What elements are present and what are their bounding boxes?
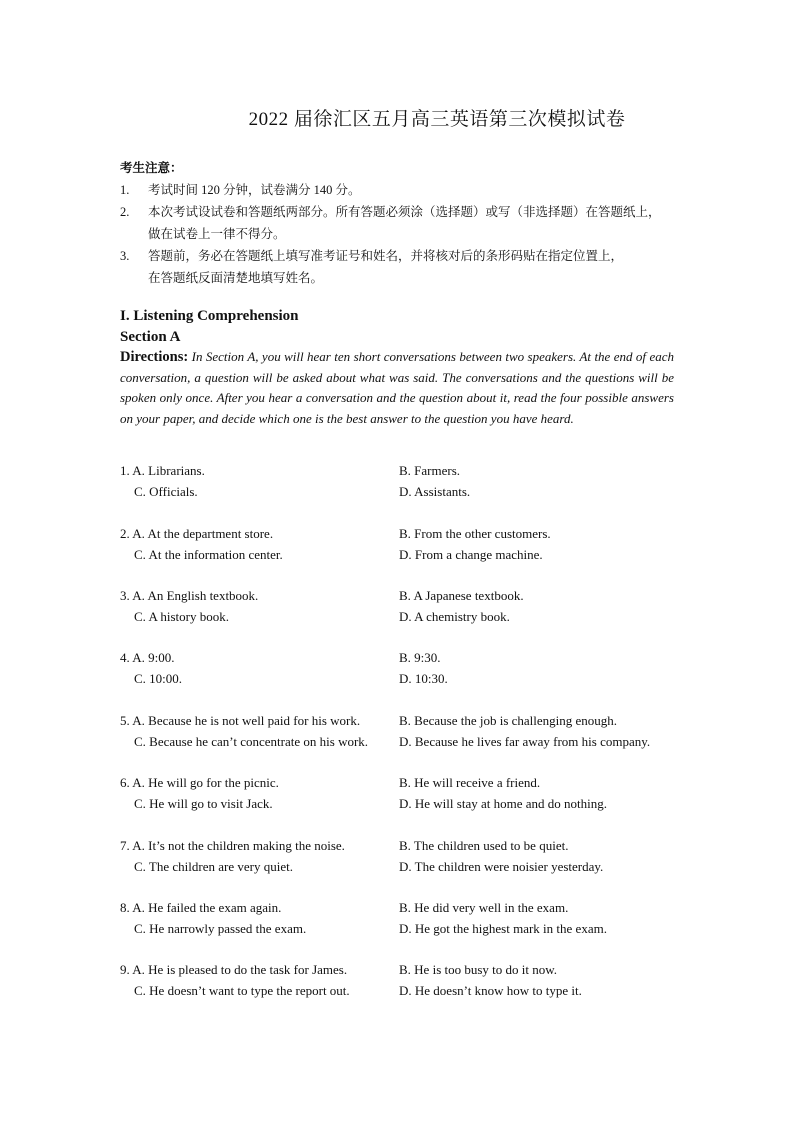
option-d: D. Assistants. (399, 484, 471, 499)
option-c: C. He narrowly passed the exam. (134, 921, 307, 936)
question-item (120, 523, 680, 565)
option-a: 2. A. At the department store. (120, 526, 274, 541)
notice-item-number: 2. (120, 205, 130, 219)
option-a: 3. A. An English textbook. (120, 588, 259, 603)
option-a: 9. A. He is pleased to do the task for James. (120, 962, 348, 977)
option-c: C. 10:00. (134, 671, 183, 686)
question-item (120, 897, 680, 939)
notice-item-text: 答题前，务必在答题纸上填写准考证号和姓名，并将核对后的条形码贴在指定位置上， (148, 249, 624, 263)
question-item (120, 959, 680, 1001)
option-c: C. Officials. (134, 484, 198, 499)
question-item (120, 585, 680, 627)
option-d: D. He got the highest mark in the exam. (399, 921, 607, 936)
option-b: B. Because the job is challenging enough. (399, 713, 618, 728)
option-c: C. He will go to visit Jack. (134, 796, 273, 811)
option-b: B. A Japanese textbook. (399, 588, 524, 603)
notice-item-text: 做在试卷上一律不得分。 (148, 227, 286, 241)
option-a: 5. A. Because he is not well paid for his work. (120, 713, 361, 728)
option-d: D. The children were noisier yesterday. (399, 859, 604, 874)
notice-heading: 考生注意： (120, 161, 183, 175)
option-d: D. From a change machine. (399, 547, 543, 562)
question-item (120, 710, 680, 752)
option-c: C. The children are very quiet. (134, 859, 293, 874)
option-b: B. Farmers. (399, 463, 461, 478)
directions-text: In Section A, you will hear ten short conversations between two speakers. At the end of each conversation, a question will be asked about what was said. The conversations and the questions will be spoken only once. After you hear a conversation and the question about it, read the four possible answers on your paper, and decide which one is the best answer to the question you have heard. (120, 349, 674, 426)
exam-title: 2022 届徐汇区五月高三英语第三次模拟试卷 (248, 109, 626, 130)
question-item (120, 772, 680, 814)
notice-item (120, 245, 680, 289)
option-d: D. Because he lives far away from his company. (399, 734, 651, 749)
option-a: 7. A. It’s not the children making the noise. (120, 838, 345, 853)
option-b: B. He will receive a friend. (399, 775, 541, 790)
candidate-notice (120, 157, 680, 289)
notice-item-number: 1. (120, 183, 130, 197)
notice-item (120, 201, 680, 245)
notice-item-text: 考试时间 120 分钟，试卷满分 140 分。 (148, 183, 361, 197)
option-d: D. He will stay at home and do nothing. (399, 796, 607, 811)
option-b: B. He did very well in the exam. (399, 900, 569, 915)
option-a: 1. A. Librarians. (120, 463, 205, 478)
option-a: 8. A. He failed the exam again. (120, 900, 282, 915)
section-heading: Section A (120, 329, 181, 345)
option-b: B. He is too busy to do it now. (399, 962, 558, 977)
question-item (120, 835, 680, 877)
option-a: 6. A. He will go for the picnic. (120, 775, 279, 790)
notice-item-text: 本次考试设试卷和答题纸两部分。所有答题必须涂（选择题）或写（非选择题）在答题纸上， (148, 205, 661, 219)
part-heading: I. Listening Comprehension (120, 308, 299, 324)
option-d: D. A chemistry book. (399, 609, 510, 624)
notice-item-text: 在答题纸反面清楚地填写姓名。 (148, 271, 324, 285)
option-b: B. From the other customers. (399, 526, 551, 541)
directions (120, 347, 674, 429)
option-c: C. Because he can’t concentrate on his work. (134, 734, 369, 749)
option-c: C. At the information center. (134, 547, 283, 562)
question-item (120, 647, 680, 689)
option-b: B. The children used to be quiet. (399, 838, 569, 853)
notice-item (120, 179, 680, 201)
option-b: B. 9:30. (399, 650, 441, 665)
notice-item-number: 3. (120, 249, 130, 263)
option-d: D. 10:30. (399, 671, 448, 686)
option-c: C. A history book. (134, 609, 229, 624)
option-a: 4. A. 9:00. (120, 650, 175, 665)
option-d: D. He doesn’t know how to type it. (399, 983, 582, 998)
option-c: C. He doesn’t want to type the report out. (134, 983, 350, 998)
question-item (120, 460, 680, 502)
directions-label: Directions: (120, 349, 189, 365)
